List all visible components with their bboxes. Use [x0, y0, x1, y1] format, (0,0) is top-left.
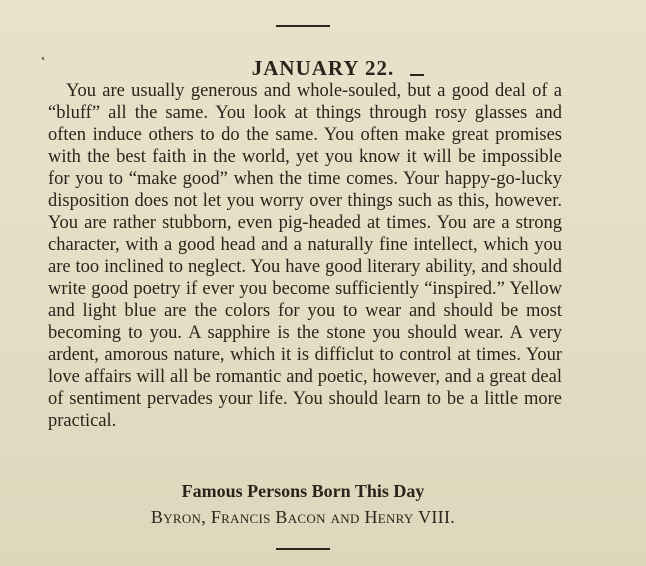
famous-persons-heading: Famous Persons Born This Day	[181, 481, 425, 501]
top-divider	[276, 25, 330, 27]
bottom-divider	[276, 548, 330, 550]
horoscope-paragraph: You are usually generous and whole-souled, but a good deal of a “bluff” all the same. You look at things through rosy glasses and often induce others to do the same. You often make great promises with the best faith in the world, yet you know it will be impossible for you to “make good” when the time comes. Your happy-go-lucky disposition does not let you worry over things such as this, however. You are rather stubborn, even pig-headed at times. You are a strong character, with a good head and a naturally fine intellect, which you are too inclined to neglect. You have good literary ability, and should write good poetry if ever you become sufficiently “inspired.” Yellow and light blue are the colors for you to wear and should be most becoming to you. A sapphire is the stone you should wear. A very ardent, amorous nature, which it is difficlut to control at times. Your love affairs will all be romantic and poetic, however, and a great deal of sentiment pervades your life. You should learn to be a little more practical.	[48, 81, 562, 431]
date-heading	[0, 56, 646, 81]
famous-persons-names: Byron, Francis Bacon and Henry VIII.	[150, 507, 456, 527]
date-heading-text: JANUARY 22.	[251, 56, 395, 80]
horoscope-text	[48, 80, 562, 432]
heading-dash	[410, 74, 424, 76]
